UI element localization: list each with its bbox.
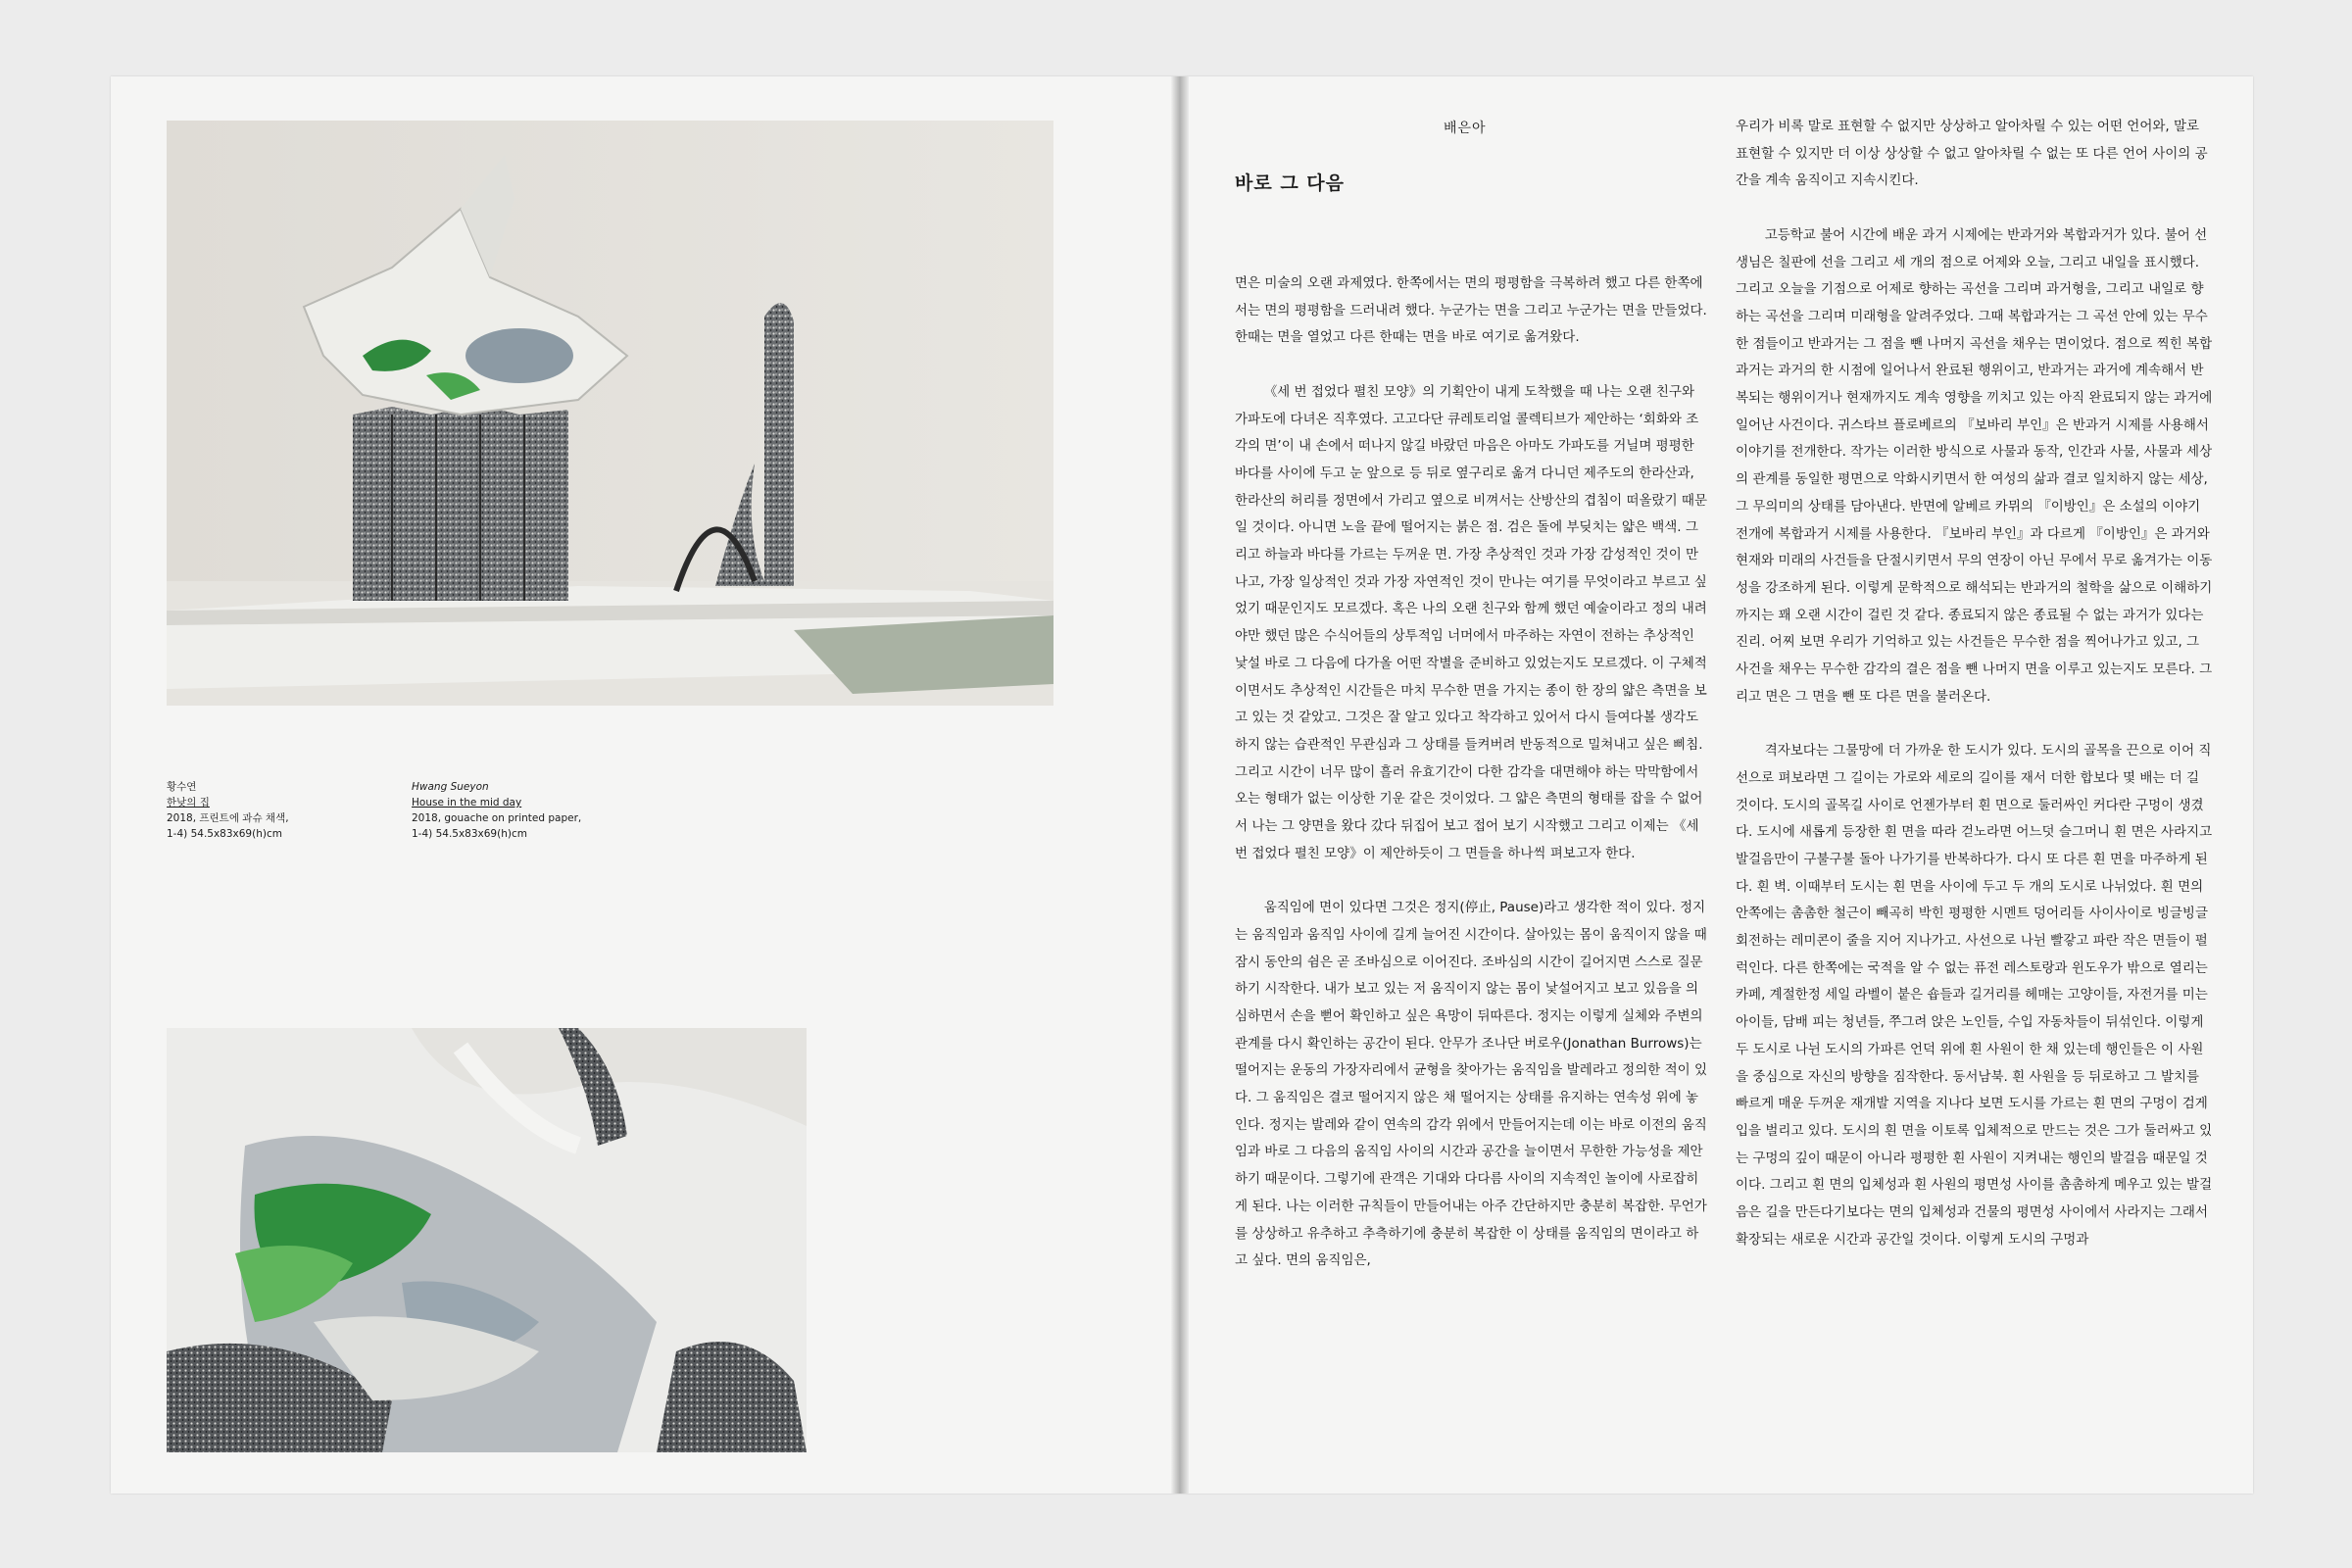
caption-dimensions: 1-4) 54.5x83x69(h)cm: [167, 828, 282, 840]
caption-english: [412, 779, 608, 842]
paragraph: 고등학교 불어 시간에 배운 과거 시제에는 반과거와 복합과거가 있다. 불어 선생님은 칠판에 선을 그리고 세 개의 점으로 어제와 오늘, 그리고 내일을 표시했다. 그리고 오늘을 기점으로 어제로 향하는 곡선을 그리며 과거형을, 그리고 내일로 향하는 곡선을 그리며 미래형을 알려주었다. 그때 복합과거는 그 곡선 안에 있는 무수한 점들이고 반과거는 그 점을 뺀 나머지 곡선을 채우는 면이었다. 점으로 찍힌 복합과거는 과거의 한 시점에 일어나서 완료된 행위이고, 반과거는 과거에 계속해서 반복되는 행위이거나 현재까지도 계속 영향을 끼치고 있는 아직 완료되지 않는 과거에 일어난 사건이다. 귀스타브 플로베르의 『보바리 부인』은 반과거 시제를 사용해서 이야기를 전개한다. 작가는 이러한 방식으로 사물과 동작, 인간과 사물, 사물과 세상의 관계를 동일한 평면으로 악화시키면서 한 여성의 삶과 결코 일치하지 않는 세상, 그 무의미의 상태를 담아낸다. 반면에 알베르 카뮈의 『이방인』은 소설의 이야기 전개에 복합과거 시제를 사용한다. 『보바리 부인』과 다르게 『이방인』은 과거와 현재와 미래의 사건들을 단절시키면서 무의 연장이 아닌 무에서 무로 옮겨가는 이동성을 강조하게 된다. 이렇게 문학적으로 해석되는 반과거의 철학을 삶으로 이해하기까지는 꽤 오랜 시간이 걸린 것 같다. 종료되지 않은 종료될 수 없는 과거가 있다는 진리. 어찌 보면 우리가 기억하고 있는 사건들은 무수한 점을 찍어나가고 있고, 그 사건을 채우는 무수한 감각의 결은 점을 뺀 나머지 면을 이루고 있는지도 모른다. 그리고 면은 그 면을 뺀 또 다른 면을 불러온다.: [1736, 226, 2213, 705]
magazine-spread: [111, 76, 2253, 1494]
text-column-2: [1736, 114, 2216, 1281]
caption-medium: 2018, 프린트에 과슈 채색,: [167, 812, 289, 824]
text-column-1: [1235, 270, 1710, 1302]
caption-dimensions: 1-4) 54.5x83x69(h)cm: [412, 828, 527, 840]
caption-artist: Hwang Sueyon: [412, 781, 489, 793]
paragraph: 《세 번 접었다 펼친 모양》의 기획안이 내게 도착했을 때 나는 오랜 친구와 가파도에 다녀온 직후였다. 고고다단 큐레토리얼 콜렉티브가 제안하는 ‘회화와 조각의 면’이 내 손에서 떠나지 않길 바랐던 마음은 아마도 가파도를 거닐며 평평한 바다를 사이에 두고 눈 앞으로 등 뒤로 옆구리로 옮겨 다니던 제주도의 한라산과, 한라산의 허리를 정면에서 가리고 옆으로 비껴서는 산방산의 겹침이 떠올랐기 때문일 것이다. 아니면 노을 끝에 떨어지는 붉은 점. 검은 돌에 부딪치는 얇은 백색. 그리고 하늘과 바다를 가르는 두꺼운 면. 가장 추상적인 것과 가장 감성적인 것이 만나고, 가장 일상적인 것과 가장 자연적인 것이 만나는 여기를 무엇이라고 부르고 싶었기 때문인지도 모르겠다. 혹은 나의 오랜 친구와 함께 했던 예술이라고 정의 내려야만 했던 많은 수식어들의 상투적임 너머에서 마주하는 자연이 전하는 추상적인 낯설 바로 그 다음에 다가올 어떤 작별을 준비하고 있었는지도 모르겠다. 이 구체적이면서도 추상적인 시간들은 마치 무수한 면을 가지는 종이 한 장의 얇은 측면을 보고 있는 것 같았고. 그것은 잘 알고 있다고 착각하고 있어서 다시 들여다볼 생각도 하지 않는 습관적인 무관심과 그 상태를 들켜버려 반동적으로 밀쳐내고 싶은 삐침. 그리고 시간이 너무 많이 흘러 유효기간이 다한 감각을 대면해야 하는 막막함에서 오는 형태가 없는 이상한 기운 같은 것이었다. 그 얇은 측면의 형태를 잡을 수 없어서 나는 그 양면을 왔다 갔다 뒤집어 보고 접어 보기 시작했고 그리고 이제는 《세 번 접었다 펼친 모양》이 제안하듯이 그 면들을 하나씩 펴보고자 한다.: [1235, 383, 1708, 861]
sculpture-photo-main: [167, 121, 1054, 706]
sculpture-photo-detail: [167, 1028, 807, 1452]
paragraph: 우리가 비록 말로 표현할 수 없지만 상상하고 알아차릴 수 있는 어떤 언어와, 말로 표현할 수 있지만 더 이상 상상할 수 없고 알아차릴 수 없는 또 다른 언어 사이의 공간을 계속 움직이고 지속시킨다.: [1736, 119, 2208, 189]
author-name: 배은아: [1444, 121, 1487, 136]
caption-medium: 2018, gouache on printed paper,: [412, 812, 582, 824]
paragraph: 움직임에 면이 있다면 그것은 정지(停止, Pause)라고 생각한 적이 있다. 정지는 움직임과 움직임 사이에 길게 늘어진 시간이다. 살아있는 몸이 움직이지 않을 때 잠시 동안의 쉼은 곧 조바심으로 이어진다. 조바심의 시간이 길어지면 스스로 질문하기 시작한다. 내가 보고 있는 저 움직이지 않는 몸이 낯설어지고 보고 있음을 의심하면서 손을 뻗어 확인하고 싶은 욕망이 뒤따른다. 정지는 이렇게 실체와 주변의 관계를 다시 확인하는 공간이 된다. 안무가 조나단 버로우(Jonathan Burrows)는 떨어지는 운동의 가장자리에서 균형을 찾아가는 움직임을 발레라고 정의한 적이 있다. 그 움직임은 결코 떨어지지 않은 채 떨어지는 상태를 유지하는 연속성 위에 놓인다. 정지는 발레와 같이 연속의 감각 위에서 만들어지는데 이는 바로 이전의 움직임과 바로 그 다음의 움직임 사이의 시간과 공간을 늘이면서 무한한 가능성을 제안하기 때문이다. 그렇기에 관객은 기대와 다다름 사이의 지속적인 놀이에 사로잡히게 된다. 나는 이러한 규칙들이 만들어내는 아주 간단하지만 충분히 복잡한. 무언가를 상상하고 유추하고 추측하기에 충분히 복잡한 이 상태를 움직임의 면이라고 하고 싶다. 면의 움직임은,: [1235, 900, 1708, 1269]
essay-title: 바로 그 다음: [1235, 172, 1345, 194]
caption-korean: [167, 779, 363, 842]
paragraph: 격자보다는 그물망에 더 가까운 한 도시가 있다. 도시의 골목을 끈으로 이어 직선으로 펴보라면 그 길이는 가로와 세로의 길이를 재서 더한 합보다 몇 배는 더 길 것이다. 도시의 골목길 사이로 언젠가부터 흰 면으로 둘러싸인 커다란 구멍이 생겼다. 도시에 새롭게 등장한 흰 면을 따라 걷노라면 어느덧 슬그머니 흰 면은 사라지고 발걸음만이 구불구불 돌아 나가기를 반복하다가. 다시 또 다른 흰 면을 마주하게 된다. 흰 벽. 이때부터 도시는 흰 면을 사이에 두고 두 개의 도시로 나뉘었다. 흰 면의 안쪽에는 촘촘한 철근이 빼곡히 박힌 평평한 시멘트 덩어리들 사이사이로 빙글빙글 회전하는 레미콘이 줄을 지어 지나가고. 사선으로 나뉜 빨갛고 파란 작은 면들이 펄럭인다. 다른 한쪽에는 국적을 알 수 없는 퓨전 레스토랑과 윈도우가 밖으로 열리는 카페, 계절한정 세일 라벨이 붙은 숍들과 길거리를 헤매는 고양이들, 자전거를 미는 아이들, 담배 피는 청년들, 쭈그려 앉은 노인들, 수입 자동차들이 뒤섞인다. 이렇게 두 도시로 나뉜 도시의 가파른 언덕 위에 흰 사원이 한 채 있는데 행인들은 이 사원을 중심으로 자신의 방향을 짐작한다. 동서남북. 흰 사원을 등 뒤로하고 그 발치를 빠르게 매운 두꺼운 재개발 지역을 지나다 보면 도시를 가르는 흰 면의 구멍이 검게 입을 벌리고 있다. 도시의 흰 면을 이토록 입체적으로 만드는 것은 그가 둘러싸고 있는 구멍의 깊이 때문이 아니라 평평한 흰 사원이 지켜내는 행인의 발걸음 때문일 것이다. 그리고 흰 면의 입체성과 흰 사원의 평면성 사이를 촘촘하게 메우고 있는 발걸음은 길을 만든다기보다는 면의 입체성과 건물의 평면성 사이에서 사라지는 그래서 확장되는 새로운 시간과 공간일 것이다. 이렇게 도시의 구멍과: [1736, 743, 2213, 1248]
caption-title: House in the mid day: [412, 797, 522, 808]
caption-artist: 황수연: [167, 781, 197, 793]
caption-title: 한낮의 집: [167, 797, 210, 808]
page-gutter: [1171, 76, 1189, 1494]
paragraph: 면은 미술의 오랜 과제였다. 한쪽에서는 면의 평평함을 극복하려 했고 다른 한쪽에서는 면의 평평함을 드러내려 했다. 누군가는 면을 그리고 누군가는 면을 만들었다. 한때는 면을 열었고 다른 한때는 면을 바로 여기로 옮겨왔다.: [1235, 275, 1707, 346]
